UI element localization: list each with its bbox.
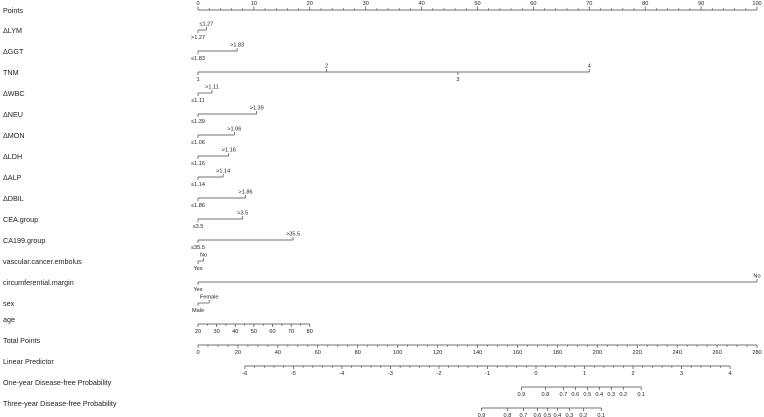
probability-axis-tick-label: 0.6 [571,392,580,398]
probability-axis-tick-label: 0.5 [543,413,552,417]
probability-axis-tick-label: 0.9 [477,413,486,417]
level-label: >1.11 [205,84,219,91]
level-label: ≤35.5 [191,245,205,251]
age-axis-tick-label: 40 [232,329,239,335]
linear-predictor-axis-tick-label: 0 [534,371,538,377]
level-label: >1.39 [249,105,264,112]
total-points-axis-label: Total Points [3,336,41,345]
variable-label: ΔNEU [3,110,23,119]
linear-predictor-axis-tick-label: 3 [679,371,684,377]
points-axis-tick-label: 70 [586,1,593,7]
variable-label: ΔDBIL [3,194,24,203]
probability-axis-tick-label: 0.3 [565,413,574,417]
total-points-axis-tick-label: 240 [672,350,682,356]
points-axis-tick-label: 30 [362,1,369,7]
linear-predictor-axis-tick-label: -1 [484,371,490,377]
level-label: Yes [193,287,203,293]
total-points-axis-tick-label: 120 [432,350,443,356]
level-label: ≤1.27 [199,21,214,28]
linear-predictor-axis-tick-label: 4 [728,371,732,377]
level-label: ≤1.86 [191,203,205,209]
variable-label: ΔWBC [3,89,25,98]
points-axis-label: Points [3,6,23,15]
total-points-axis-tick-label: 140 [472,350,483,356]
level-label: 1 [196,77,200,83]
level-label: 4 [587,63,591,70]
probability-axis-tick-label: 0.4 [595,392,604,398]
level-label: >1.06 [227,126,242,133]
level-label: >35.5 [285,231,301,238]
variable-label: ΔLDH [3,152,23,161]
level-label: 3 [456,77,460,83]
variable-label: CA199.group [3,236,46,245]
probability-axis-tick-label: 0.2 [619,392,628,398]
probability-axis-tick-label: 0.7 [559,392,568,398]
total-points-axis-tick-label: 20 [234,350,242,356]
probability-axis-tick-label: 0.6 [533,413,542,417]
level-label: ≤1.06 [191,140,205,146]
level-label: >1.27 [190,35,206,41]
age-axis-tick-label: 80 [306,329,313,335]
total-points-axis-tick-label: 220 [632,350,642,356]
variable-label: sex [3,299,15,308]
level-label: >1.14 [216,168,231,175]
level-label: ≤1.39 [191,119,205,125]
age-axis-tick-label: 20 [194,329,202,335]
total-points-axis-tick-label: 180 [552,350,563,356]
probability-axis-tick-label: 0.3 [607,392,616,398]
points-axis-tick-label: 40 [418,1,425,7]
points-axis-tick-label: 0 [196,1,200,7]
total-points-axis-tick-label: 60 [314,350,321,356]
variable-label: CEA.group [3,215,39,224]
level-label: >1.86 [238,189,253,196]
points-axis-tick-label: 50 [474,1,481,7]
points-axis-tick-label: 10 [250,1,258,7]
probability-axis-tick-label: 0.5 [583,392,592,398]
level-label: ≤1.83 [191,56,205,62]
total-points-axis-tick-label: 0 [196,350,200,356]
total-points-axis-tick-label: 40 [274,350,281,356]
level-label: ≤3.5 [192,224,204,230]
points-axis-tick-label: 60 [530,1,537,7]
age-axis-tick-label: 50 [250,329,258,335]
total-points-axis-tick-label: 200 [592,350,602,356]
probability-axis-tick-label: 0.1 [637,392,646,398]
total-points-axis-tick-label: 260 [712,350,722,356]
variable-label: circumferential.margin [3,278,74,287]
level-label: Female [199,294,219,301]
linear-predictor-axis-tick-label: -5 [290,371,296,377]
level-label: >3.5 [237,210,249,217]
probability-axis-tick-label: 0.8 [503,413,512,417]
total-points-axis-tick-label: 280 [752,350,762,356]
linear-predictor-axis-tick-label: 1 [582,371,587,377]
level-label: No [753,273,761,280]
total-points-axis-tick-label: 80 [354,350,361,356]
age-axis-tick-label: 60 [269,329,276,335]
total-points-axis-tick-label: 160 [512,350,523,356]
variable-label: ΔGGT [3,47,24,56]
points-axis-tick-label: 100 [752,1,762,7]
linear-predictor-axis-tick-label: -6 [242,371,248,377]
level-label: Yes [193,266,203,272]
linear-predictor-axis-tick-label: 2 [631,371,635,377]
probability-axis-tick-label: 0.7 [519,413,528,417]
variable-label: ΔLYM [3,26,23,35]
points-axis-tick-label: 80 [642,1,649,7]
total-points-axis-tick-label: 100 [392,350,403,356]
probability-axis-label: One-year Disease-free Probability [3,378,112,387]
probability-axis-label: Three-year Disease-free Probability [3,399,117,408]
level-label: No [200,252,208,259]
age-axis-label: age [3,315,15,324]
linear-predictor-axis-label: Linear Predictor [3,357,54,366]
variable-label: TNM [3,68,19,77]
variable-label: vascular.cancer.embolus [3,257,82,266]
probability-axis-tick-label: 0.4 [553,413,562,417]
probability-axis-tick-label: 0.1 [597,413,606,417]
age-axis-tick-label: 30 [213,329,220,335]
linear-predictor-axis-tick-label: -3 [387,371,393,377]
level-label: 2 [325,63,329,70]
probability-axis-tick-label: 0.9 [517,392,526,398]
points-axis-tick-label: 90 [697,1,705,7]
linear-predictor-axis-tick-label: -2 [436,371,442,377]
level-label: >1.16 [221,147,236,154]
variable-label: ΔMON [3,131,25,140]
level-label: Male [191,308,205,314]
level-label: ≤1.16 [191,161,205,167]
variable-label: ΔALP [3,173,22,182]
age-axis-tick-label: 70 [288,329,295,335]
level-label: ≤1.11 [191,98,205,104]
probability-axis-tick-label: 0.2 [579,413,588,417]
level-label: >1.83 [230,42,245,49]
level-label: ≤1.14 [191,182,205,188]
probability-axis-tick-label: 0.8 [541,392,550,398]
points-axis-tick-label: 20 [306,1,313,7]
linear-predictor-axis-tick-label: -4 [339,371,345,377]
